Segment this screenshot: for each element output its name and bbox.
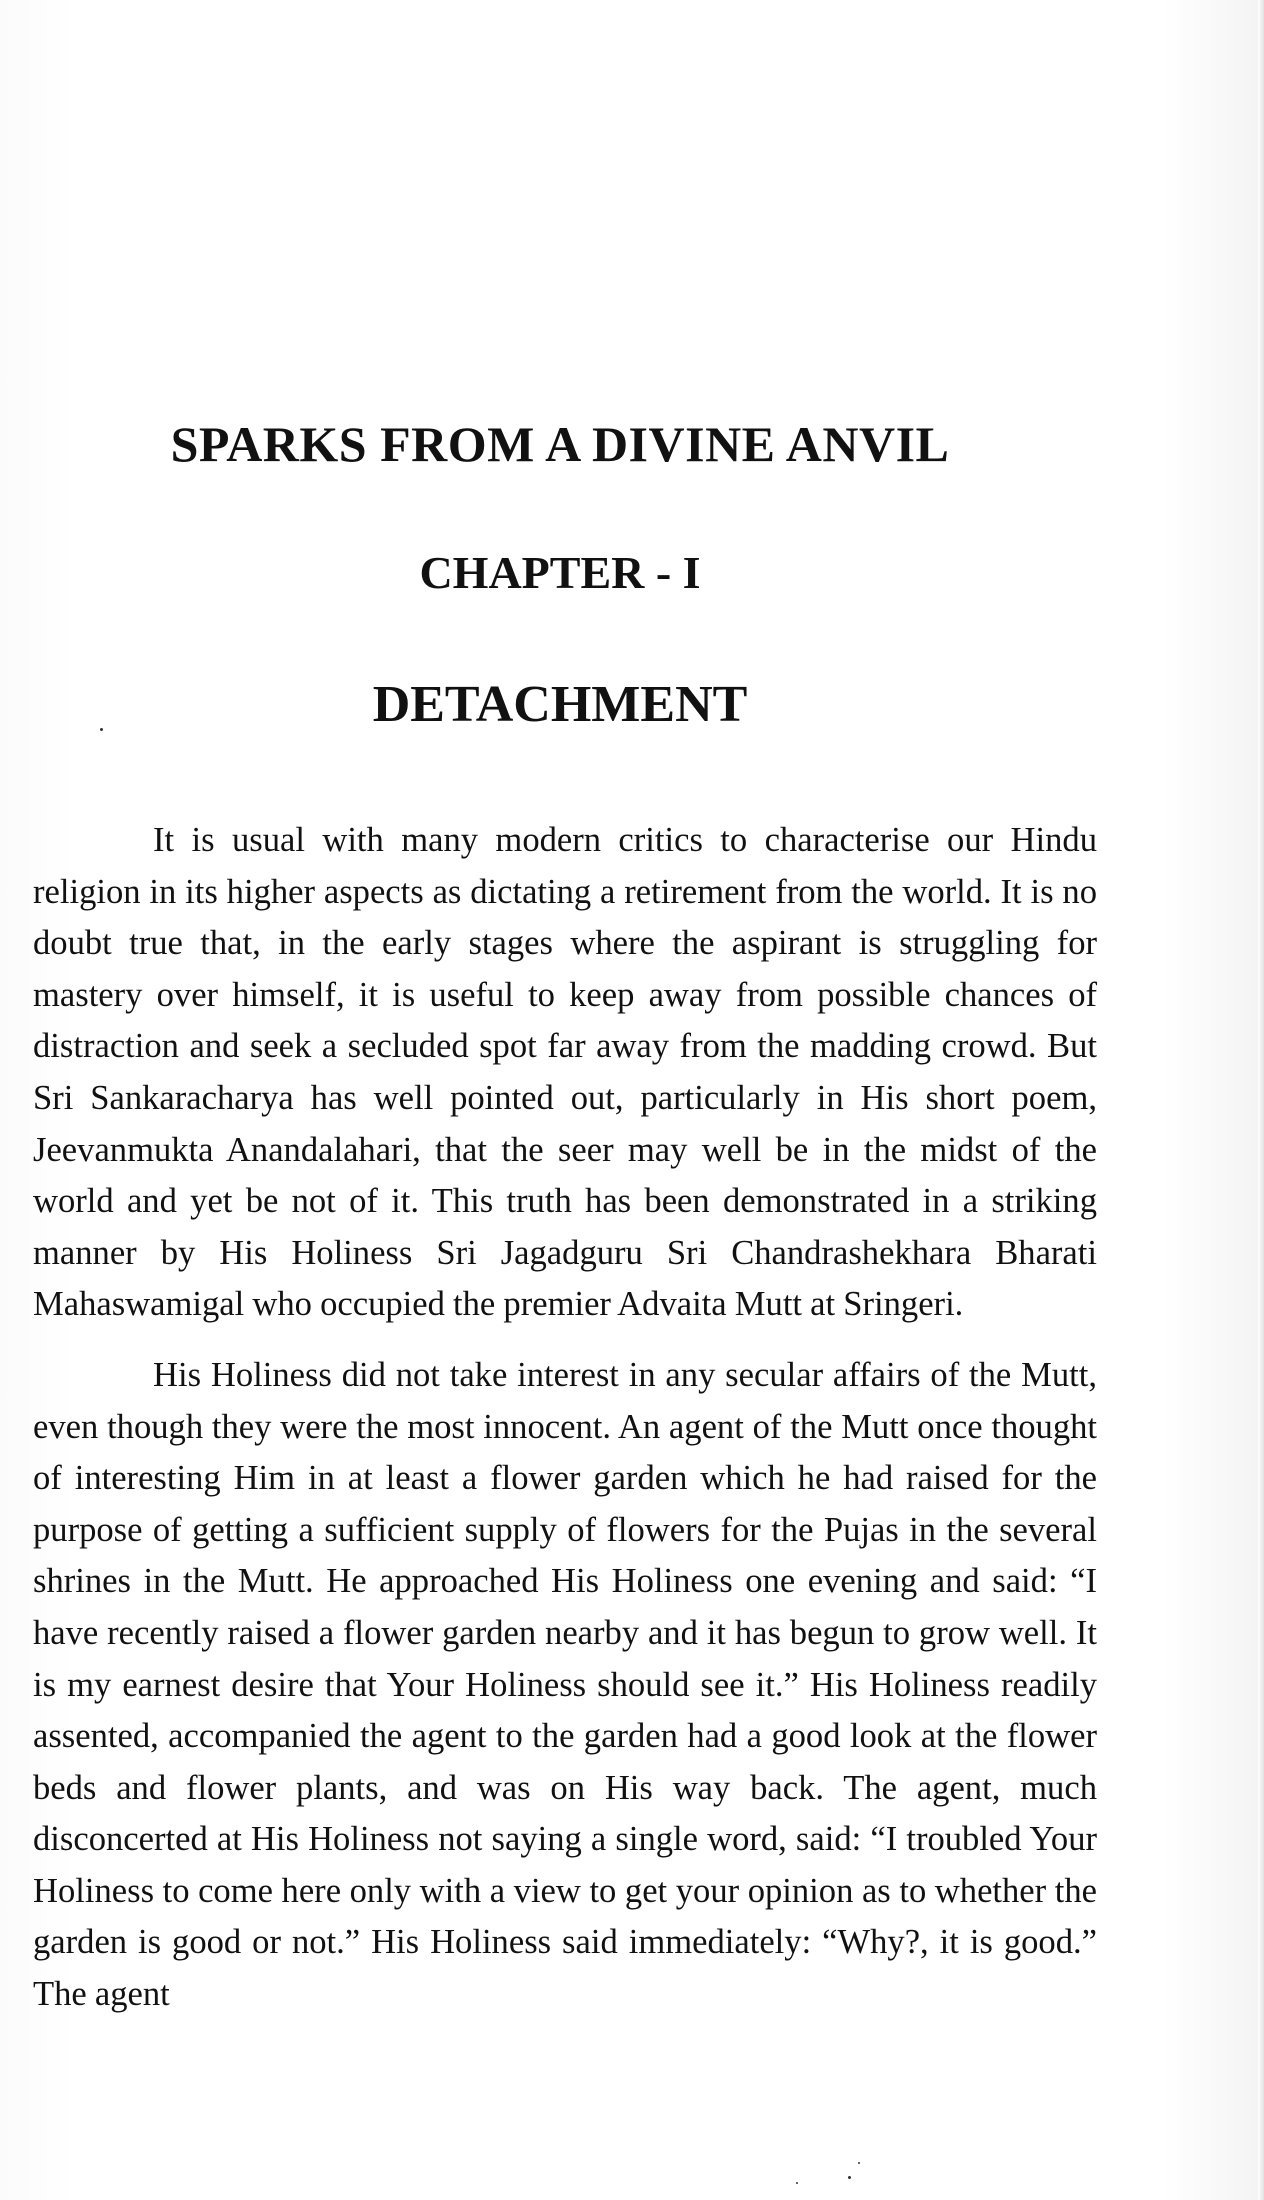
chapter-label: CHAPTER - I	[419, 547, 701, 598]
page-edge-shadow	[1258, 0, 1264, 2200]
print-speck	[848, 2176, 851, 2179]
print-speck	[100, 728, 103, 731]
paragraph: His Holiness did not take interest in any secular affairs of the Mutt, even though they were the most innocent. An agent of the Mutt once thought of interesting Him in at least a flower garden which he had raised for the purpose of getting a sufficient supply of flowers for the Pujas in the several shrines in the Mutt. He approached His Holiness one evening and said: “I have recently raised a flower garden nearby and it has begun to grow well. It is my earnest desire that Your Holiness should see it.” His Holiness readily assented, accompanied the agent to the garden had a good look at the flower beds and flower plants, and was on His way back. The agent, much disconcerted at His Holiness not saying a single word, said: “I troubled Your Holiness to come here only with a view to get your opinion as to whether the garden is good or not.” His Holiness said immediately: “Why?, it is good.” The agent	[33, 1355, 1097, 2014]
print-speck	[796, 2182, 798, 2184]
paragraph: It is usual with many modern critics to characterise our Hindu religion in its higher aspects as dictating a retirement from the world. It is no doubt true that, in the early stages where the aspirant is struggling for mastery over himself, it is useful to keep away from possible chances of distraction and seek a secluded spot far away from the madding crowd. But Sri Sankaracharya has well pointed out, particularly in His short poem, Jeevanmukta Anandalahari, that the seer may well be in the midst of the world and yet be not of it. This truth has been demonstrated in a striking manner by His Holiness Sri Jagadguru Sri Chandrashekhara Bharati Mahaswamigal who occupied the premier Advaita Mutt at Sringeri.	[33, 821, 1097, 1324]
chapter-title: DETACHMENT	[372, 676, 748, 733]
body-text	[33, 815, 1097, 2021]
print-speck	[858, 2162, 860, 2164]
book-title: SPARKS FROM A DIVINE ANVIL	[170, 416, 950, 472]
